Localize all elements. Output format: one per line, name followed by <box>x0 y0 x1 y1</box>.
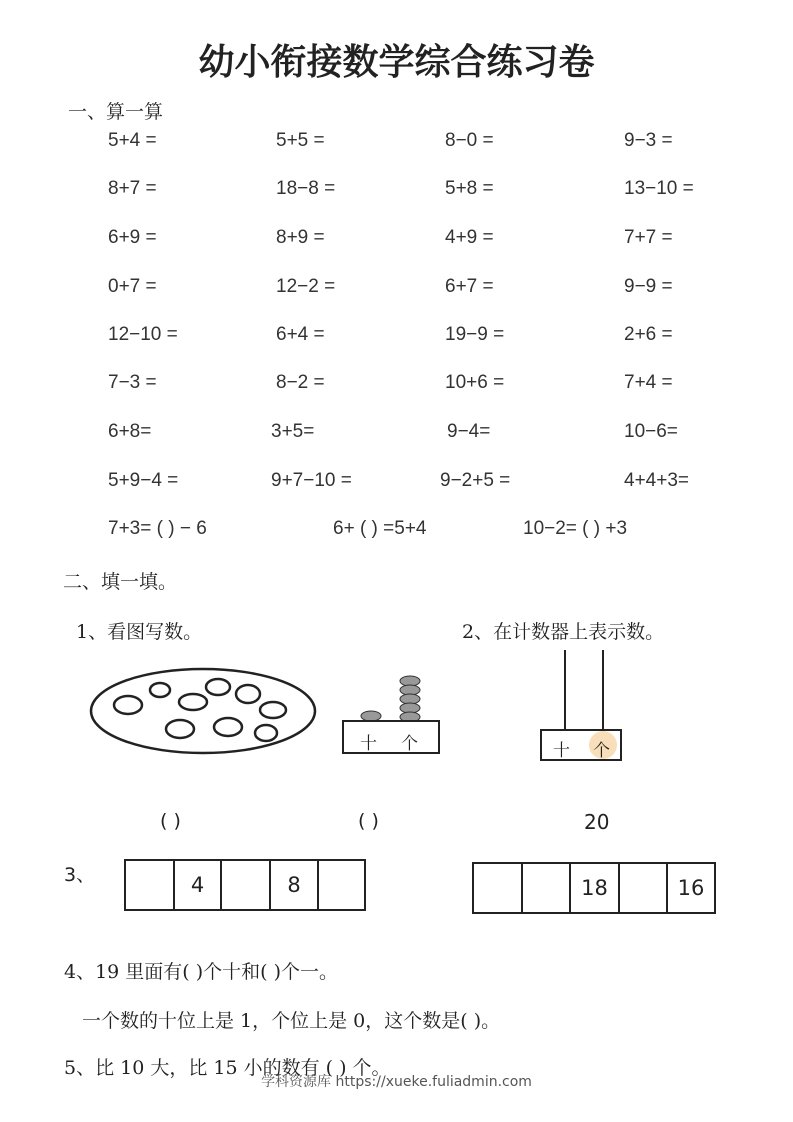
arithmetic-problem: 7−3 = <box>108 372 157 393</box>
sequence-cell[interactable] <box>319 861 364 909</box>
fill-equation-1: 7+3= ( ) − 6 <box>108 518 207 539</box>
arithmetic-problem: 7+7 = <box>624 227 673 248</box>
sequence-cell: 16 <box>677 876 705 900</box>
arithmetic-problem: 0+7 = <box>108 276 157 297</box>
q4-line2: 一个数的十位上是 1，个位上是 0，这个数是( )。 <box>82 1010 501 1032</box>
sequence-cell[interactable] <box>620 864 668 912</box>
abacus1-ones-label: 个 <box>401 734 418 754</box>
arithmetic-problem: 8+7 = <box>108 178 157 199</box>
arithmetic-problem: 9−4= <box>447 421 491 442</box>
arithmetic-problem: 12−2 = <box>276 276 336 297</box>
q2-label: 2、在计数器上表示数。 <box>462 621 665 643</box>
q4-line1: 4、19 里面有( )个十和( )个一。 <box>64 961 339 983</box>
page-title: 幼小衔接数学综合练习卷 <box>198 42 595 83</box>
arithmetic-problem: 10−6= <box>624 421 678 442</box>
arithmetic-problem: 6+7 = <box>445 276 494 297</box>
arithmetic-problem: 9−2+5 = <box>440 470 511 491</box>
fill-equation-2: 6+ ( ) =5+4 <box>333 518 427 539</box>
abacus2-ones-label: 个 <box>593 741 610 761</box>
arithmetic-problem: 5+9−4 = <box>108 470 179 491</box>
abacus-1 <box>340 670 442 756</box>
abacus1-tens-label: 十 <box>360 734 377 754</box>
q3-label: 3、 <box>64 864 96 886</box>
arithmetic-problem: 6+4 = <box>276 324 325 345</box>
arithmetic-problem: 6+8= <box>108 421 152 442</box>
footer-watermark: 学科资源库 https://xueke.fuliadmin.com <box>261 1074 532 1090</box>
arithmetic-problem: 8+9 = <box>276 227 325 248</box>
arithmetic-problem: 7+4 = <box>624 372 673 393</box>
arithmetic-problem: 9−3 = <box>624 130 673 151</box>
sequence-cell: 18 <box>571 864 620 912</box>
fill-equation-3: 10−2= ( ) +3 <box>523 518 628 539</box>
q2-number: 20 <box>584 810 610 834</box>
q1-label: 1、看图写数。 <box>76 621 203 643</box>
sequence-cell[interactable] <box>126 861 175 909</box>
sequence-cell: 8 <box>271 861 319 909</box>
arithmetic-problem: 18−8 = <box>276 178 336 199</box>
arithmetic-problem: 9−9 = <box>624 276 673 297</box>
sequence-cell[interactable] <box>474 864 523 912</box>
arithmetic-problem: 19−9 = <box>445 324 505 345</box>
sequence-box-2 <box>472 862 716 914</box>
arithmetic-problem: 4+9 = <box>445 227 494 248</box>
arithmetic-problem: 2+6 = <box>624 324 673 345</box>
sequence-cell: 4 <box>175 861 222 909</box>
arithmetic-problem: 12−10 = <box>108 324 178 345</box>
arithmetic-problem: 10+6 = <box>445 372 505 393</box>
arithmetic-problem: 8−0 = <box>445 130 494 151</box>
arithmetic-problem: 9+7−10 = <box>271 470 352 491</box>
q1-answer-blank-2[interactable]: ( ) <box>358 810 379 832</box>
arithmetic-problem: 6+9 = <box>108 227 157 248</box>
section2-heading: 二、填一填。 <box>63 571 178 593</box>
animals-picture <box>88 665 320 757</box>
q1-answer-blank-1[interactable]: ( ) <box>160 810 181 832</box>
abacus-2[interactable] <box>538 650 628 764</box>
abacus2-tens-label: 十 <box>553 741 570 761</box>
section1-heading: 一、算一算 <box>68 101 164 123</box>
sequence-cell[interactable] <box>523 864 571 912</box>
arithmetic-problem: 5+4 = <box>108 130 157 151</box>
sequence-box-1 <box>124 859 366 911</box>
sequence-cell[interactable] <box>222 861 271 909</box>
q5-line: 5、比 10 大，比 15 小的数有 ( ) 个。 <box>64 1057 391 1079</box>
animal-icons <box>114 679 286 741</box>
arithmetic-problem: 4+4+3= <box>624 470 689 491</box>
arithmetic-problem: 5+5 = <box>276 130 325 151</box>
arithmetic-problem: 13−10 = <box>624 178 694 199</box>
arithmetic-problem: 5+8 = <box>445 178 494 199</box>
arithmetic-problem: 3+5= <box>271 421 315 442</box>
arithmetic-problem: 8−2 = <box>276 372 325 393</box>
